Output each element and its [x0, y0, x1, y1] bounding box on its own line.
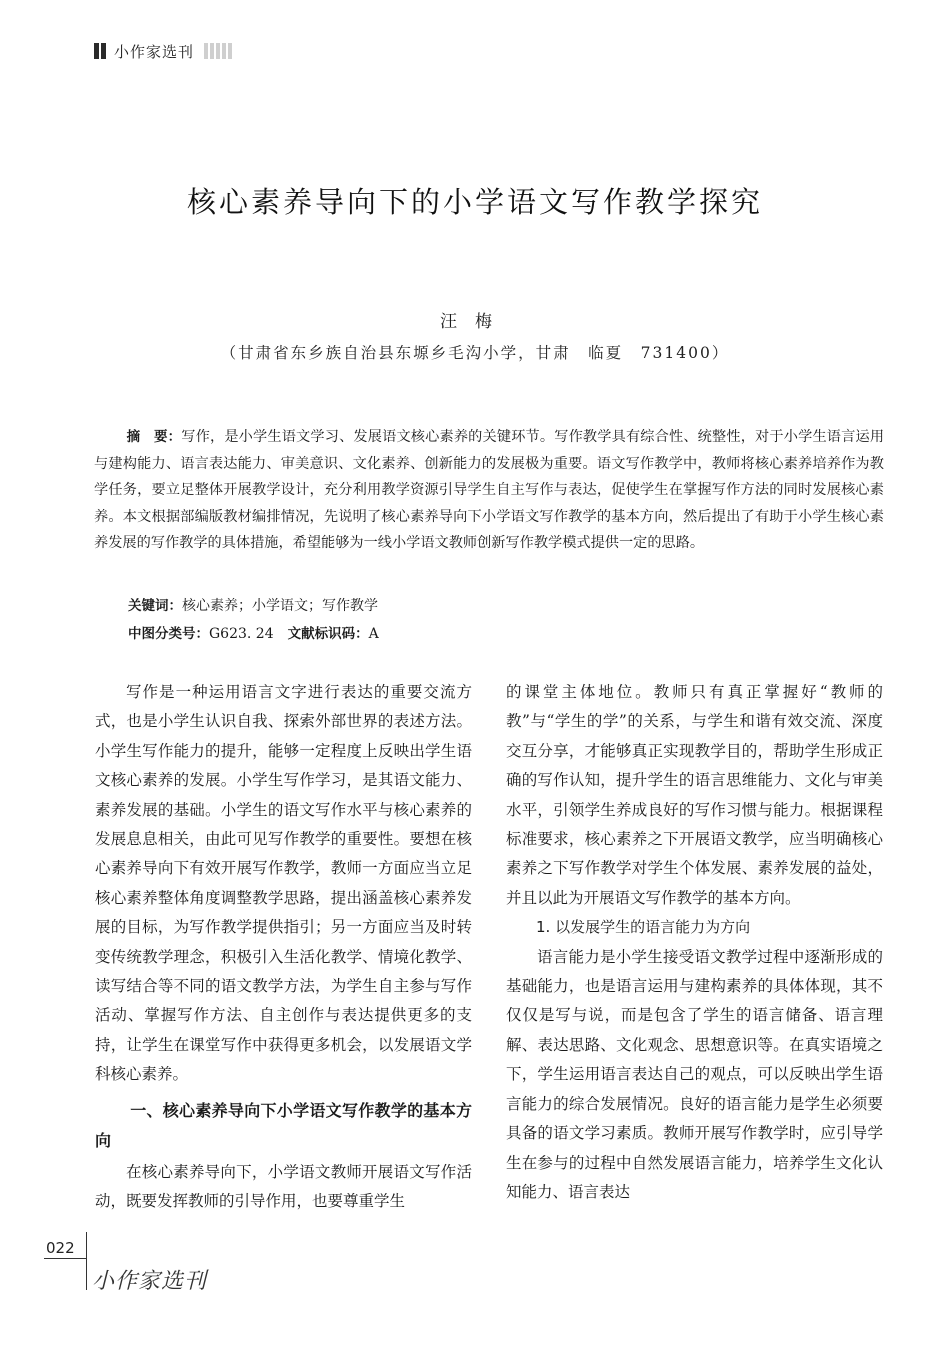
clc-value: G623. 24 — [209, 626, 274, 642]
intro-paragraph: 写作是一种运用语言文字进行表达的重要交流方式，也是小学生认识自我、探索外部世界的表述方法。小学生写作能力的提升，能够一定程度上反映出学生语文核心素养的发展。小学生写作学习，是其语文能力、素养发展的基础。小学生的语文写作水平与核心素养的发展息息相关，由此可见写作教学的重要性。要想在核心素养导向下有效开展写作教学，教师一方面应当立足核心素养整体角度调整教学思路，提出涵盖核心素养发展的目标，为写作教学提供指引；另一方面应当及时转变传统教学理念，积极引入生活化教学、情境化教学、读写结合等不同的语文教学方法，为学生自主参与写作活动、掌握写作方法、自主创作与表达提供更多的支持，让学生在课堂写作中获得更多机会，以发展语文学科核心素养。 — [95, 683, 472, 1084]
abstract-text: 写作，是小学生语文学习、发展语文核心素养的关键环节。写作教学具有综合性、统整性，对于小学生语言运用与建构能力、语言表达能力、审美意识、文化素养、创新能力的发展极为重要。语文写作教学中，教师将核心素养培养作为教学任务，要立足整体开展教学设计，充分利用教学资源引导学生自主写作与表达，促使学生在掌握写作方法的同时发展核心素养。本文根据部编版教材编排情况，先说明了核心素养导向下小学语文写作教学的基本方向，然后提出了有助于小学生核心素养发展的写作教学的具体措施，希望能够为一线小学语文教师创新写作教学模式提供一定的思路。 — [94, 429, 885, 552]
article-title: 核心素养导向下的小学语文写作教学探究 — [186, 185, 763, 219]
journal-name: 小作家选刊 — [114, 42, 195, 61]
footer-rule — [44, 1258, 86, 1259]
author-name: 汪梅 — [440, 312, 510, 332]
section-heading: 一、核心素养导向下小学语文写作教学的基本方向 — [95, 1100, 472, 1150]
classification-line — [128, 622, 379, 642]
header-marker-icon — [94, 43, 106, 59]
clc-label: 中图分类号： — [128, 626, 209, 642]
header-fade-bars-icon — [204, 43, 232, 59]
doc-code-label: 文献标识码： — [287, 626, 369, 642]
running-header — [94, 40, 232, 62]
page-number: 022 — [46, 1239, 75, 1257]
section1-paragraph: 在核心素养导向下，小学语文教师开展语文写作活动，既要发挥教师的引导作用，也要尊重学生 — [95, 1162, 472, 1211]
subsection-heading: 1. 以发展学生的语言能力为方向 — [536, 918, 751, 937]
keywords-label: 关键词： — [128, 598, 182, 614]
abstract-label: 摘 要： — [126, 429, 182, 445]
abstract — [94, 424, 884, 557]
footer-divider — [86, 1232, 87, 1290]
doc-code-value: A — [368, 626, 379, 642]
right-column — [506, 678, 883, 1207]
journal-logo: 小作家选刊 — [92, 1269, 208, 1294]
keywords-text: 核心素养；小学语文；写作教学 — [182, 598, 378, 614]
author-affiliation: （甘肃省东乡族自治县东塬乡毛沟小学，甘肃 临夏 731400） — [220, 344, 730, 362]
keywords — [128, 594, 378, 615]
continued-paragraph: 的课堂主体地位。教师只有真正掌握好“教师的教”与“学生的学”的关系，与学生和谐有效交流、深度交互分享，才能够真正实现教学目的，帮助学生形成正确的写作认知，提升学生的语言思维能力、文化与审美水平，引领学生养成良好的写作习惯与能力。根据课程标准要求，核心素养之下开展语文教学，应当明确核心素养之下写作教学对学生个体发展、素养发展的益处，并且以此为开展语文写作教学的基本方向。 — [506, 683, 883, 907]
subsection1-paragraph: 语言能力是小学生接受语文教学过程中逐渐形成的基础能力，也是语言运用与建构素养的具体体现，其不仅仅是写与说，而是包含了学生的语言储备、语言理解、表达思路、文化观念、思想意识等。在真实语境之下，学生运用语言表达自己的观点，可以反映出学生语言能力的综合发展情况。良好的语言能力是学生必须要具备的语文学习素质。教师开展写作教学时，应引导学生在参与的过程中自然发展语言能力，培养学生文化认知能力、语言表达 — [506, 947, 883, 1201]
left-column — [95, 678, 472, 1217]
